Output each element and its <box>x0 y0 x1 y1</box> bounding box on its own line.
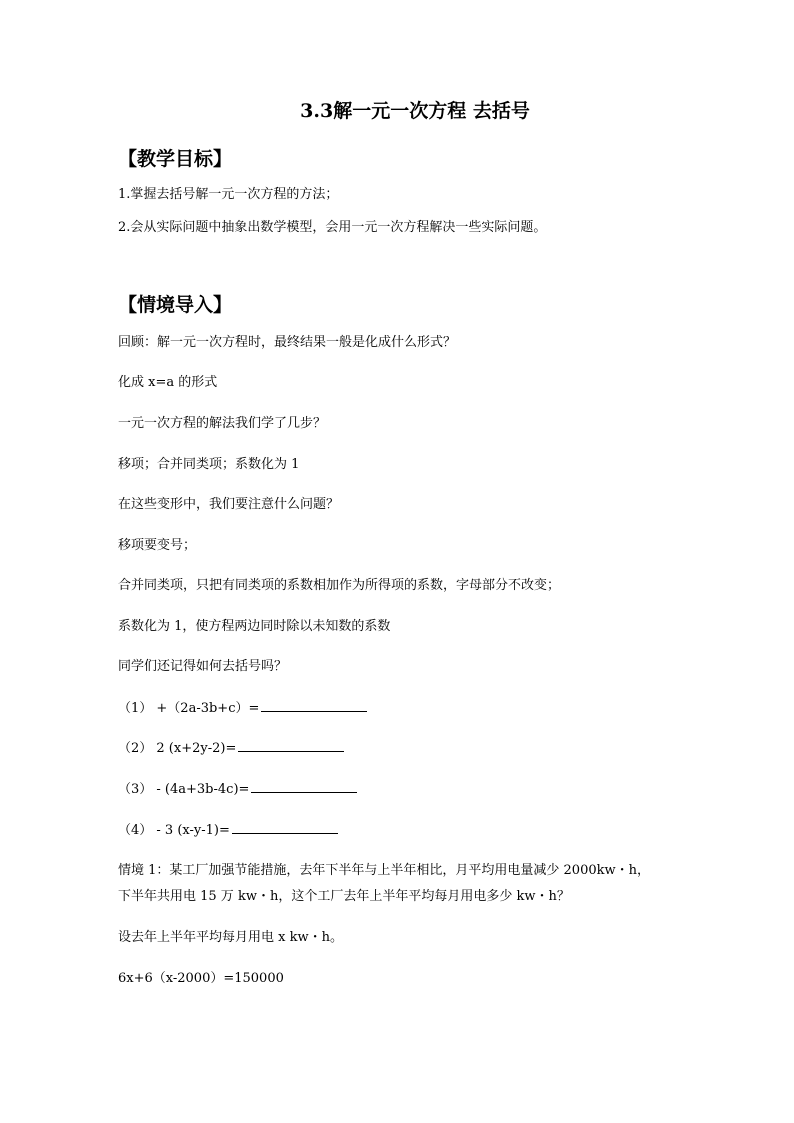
intro-line: 移项；合并同类项；系数化为 1 <box>118 457 300 472</box>
intro-heading: 【情境导入】 <box>118 294 233 316</box>
scenario-line: 设去年上半年平均每月用电 x kw・h。 <box>118 930 343 945</box>
intro-line: 移项要变号； <box>118 538 197 553</box>
intro-line: 一元一次方程的解法我们学了几步？ <box>118 416 327 431</box>
intro-line: 化成 x=a 的形式 <box>118 375 218 390</box>
answer-blank <box>232 821 338 834</box>
exercise-text: （1） +（2a-3b+c）= <box>118 701 260 716</box>
goal-item: 1.掌握去括号解一元一次方程的方法； <box>118 187 339 202</box>
exercise-item <box>118 780 357 799</box>
equation-line: 6x+6（x-2000）=150000 <box>118 971 284 986</box>
answer-blank <box>238 739 344 752</box>
exercise-item <box>118 739 344 758</box>
goals-heading: 【教学目标】 <box>118 148 233 170</box>
exercise-text: （4） - 3 (x-y-1)= <box>118 823 230 838</box>
exercise-text: （2） 2 (x+2y-2)= <box>118 741 237 756</box>
intro-line: 在这些变形中，我们要注意什么问题？ <box>118 497 340 512</box>
intro-line: 同学们还记得如何去括号吗？ <box>118 659 288 674</box>
answer-blank <box>261 699 367 712</box>
page-title: 3.3解一元一次方程 去括号 <box>300 100 530 122</box>
scenario-line: 下半年共用电 15 万 kw・h，这个工厂去年上半年平均每月用电多少 kw・h？ <box>118 889 570 904</box>
goal-item: 2.会从实际问题中抽象出数学模型，会用一元一次方程解决一些实际问题。 <box>118 220 547 235</box>
exercise-item <box>118 821 338 840</box>
scenario-line: 情境 1：某工厂加强节能措施，去年下半年与上半年相比，月平均用电量减少 2000kw・h， <box>118 863 650 878</box>
answer-blank <box>251 780 357 793</box>
intro-line: 回顾：解一元一次方程时，最终结果一般是化成什么形式？ <box>118 335 457 350</box>
intro-line: 系数化为 1，使方程两边同时除以未知数的系数 <box>118 619 391 634</box>
exercise-item <box>118 699 367 718</box>
exercise-text: （3） - (4a+3b-4c)= <box>118 782 250 797</box>
intro-line: 合并同类项，只把有同类项的系数相加作为所得项的系数，字母部分不改变； <box>118 578 561 593</box>
